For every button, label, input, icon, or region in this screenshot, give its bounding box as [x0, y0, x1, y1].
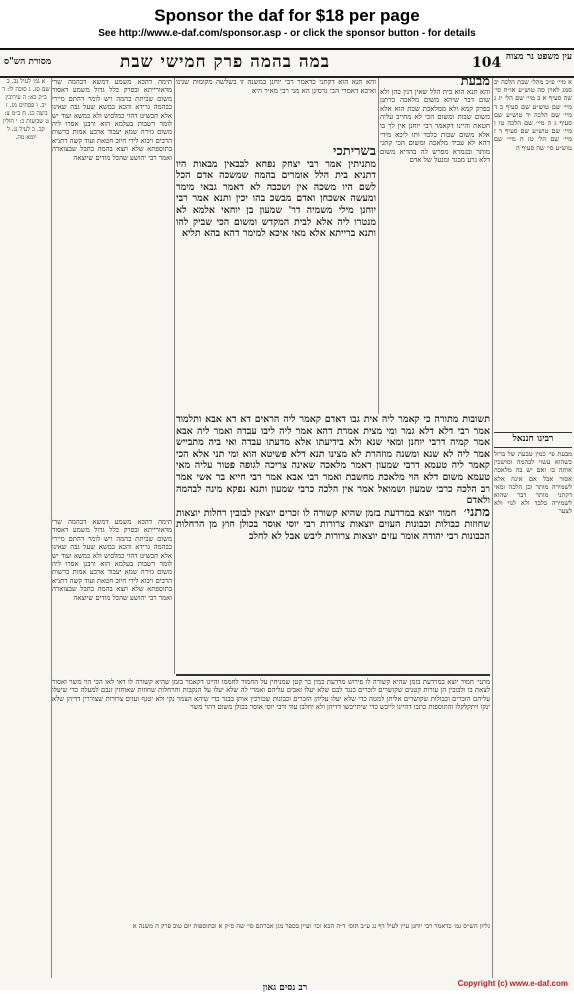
gemara-wide-block	[176, 414, 490, 674]
bottom-commentary	[52, 678, 490, 918]
ein-mishpat-text: א מיי׳ פ״כ מהל׳ שבת הלכה יב סמג לאוין סה טוש״ע או״ח סי׳ שה סעיף א ב מיי׳ שם הל׳ יג ג מיי׳ שם טוש״ע שם סעיף ב ד מיי׳ שם הלכה יד טוש״ע שם סעיף ג ה מיי׳ שם הלכה טו ו מיי׳ שם טוש״ע שם סעיף ד ז מיי׳ שם הל׳ טז ח מיי׳ שם טוש״ע סי׳ שה סעיף ה	[494, 78, 572, 152]
tosafot-column	[52, 78, 172, 518]
gemara-wide-text: תשובות מתורה כי קאמר ליה אית גבו דאדם קאמר ליה הראים דא דא אבא ותלמוד אמר רבי דלא דלא גמר ומי מצית אמרת דהא אמר ליה ליבו עבדה ואמר ליה אבא אמר קמיה דרבי יוחנן ומאי שנא ולא בידיעתו אלא מדעתו עבדה ואי ביה מתבייש אמר ליה לא שנא ומשנה מוזהרת לא מצינו תנא דלא פשיטא הוא ומי תני אלא הכי קאמר ליה טעמא דרבי שמעון דאמר מלאכה שאינה צריכה לגופה פטור עליה מאי טעמא משום דלא הוי מלאכת מחשבת ואמר רבי אבא אמר רבי חייא בר אשי אמר רב הלכה כרבי שמעון ושמואל אמר אין הלכה כרבי שמעון ותנא נפקא מינה לבהמה ולאדם	[176, 414, 490, 507]
sponsor-title: Sponsor the daf for $18 per page	[154, 6, 420, 25]
tosafot-column-continued	[52, 518, 172, 674]
page-header	[0, 50, 574, 78]
masoret-hashas-text: א גמ׳ לעיל נב. ב שם סג. ג סוכה לו: ד ב״ק כא: ה עירובין יב. ו פסחים מג. ז ביצה כג. ח ב״מ צ: ט שבועות כ: י חולין קב. כ לעיל נג. ל יומא מה.	[2, 78, 50, 141]
bottom-commentary-text: מתני׳ חמור יוצא במרדעת בזמן שהיא קשורה לו פירוש מרדעת כמין כר קטן שמניחין על החמור לחממו והיינו דקאמר בזמן שהיא קשורה לו דאי לאו הכי הוי משוי ואסור לצאת בו ולבובין הן עורות קטנים שקושרים לזכרים כנגד לבם שלא יעלו זאבים עליהם ואמרי לה שלא יעלו על הנקבות והרחלות שחוזות שאוחזין זנבם למעלה כדי שיעלו עליהם הזכרים וכבולות שקושרים אליתן למטה כדי שלא יעלו עליהן הזכרים וכבונות שכורכין אותן בבגד כדי שיהא הצמר נקי ולא יטנף ועזים צרורות שצוררין דדיהן שלא ינקו ויתקלקלו והתוספות כתבו דהיינו לייבש כדי שיתייבשו דדיהן ולא יחלבו עוד ורבי יוסי אוסר בכולן משום דהוי משוי	[52, 678, 490, 712]
masoret-hashas-column	[2, 78, 50, 978]
gemara-top-text: והא תנא הוא דקתני כדאמר רבי יוחנן במשנה זו בשלשה מקומות שנינו ואיכא דאמרי הכי גרסינן הא מני רבי מאיר היא	[176, 78, 376, 95]
gilyon-hashas-text: גליון הש״ס גמ׳ כדאמר רבי יוחנן עיין לעיל דף נג ע״ב תוס׳ ד״ה הכא וכו׳ ועיין בספר מגן אברהם סי׳ שה ס״ק א ובתוספות יום טוב פרק ה משנה א	[132, 922, 490, 930]
rashi-opening-word: מבעת	[460, 78, 490, 89]
masoret-label: מסורת הש"ס	[4, 57, 52, 67]
rashi-text: והא תנא הוא בית הלל שאין דנין כהן ולא שום דבר שיהא משום מלאכה כדתנן בפרק קמא ולא ממלאכת שבת הוא אלא משום שבות ומשום הכי לא מחייב עליה חטאת והיינו דקאמר רבי יוחנן אין לך בו אלא משום שבות בלבד ותו ליכא מידי דהא לא עביד מלאכה ומשום הכי קתני מותר ובגמרא מפרש לה בהדיא משום דלא גרע מבגד ומנעל של אדם	[380, 87, 490, 165]
rav-nissim-gaon-title: רב נסים גאון	[262, 983, 308, 993]
chapter-title: במה בהמה פרק חמישי שבת	[120, 52, 330, 72]
rashi-column	[380, 78, 490, 410]
ein-mishpat-label: עין משפט נר מצוה	[505, 52, 572, 62]
rabeinu-chananel-text: מבעת פי׳ כמין טבעת של ברזל כשהוא עשוי לבהמה ומושכין אותה בו ואם יש בה מלאכה אסור אבל אם אינה אלא לשמירה מותר וכן הלכה ומאי דקתני מותר דבר שהוא לשמירה בלבד ולא לנוי ולא לצער	[494, 450, 572, 516]
gemara-top-block	[176, 78, 376, 144]
rabeinu-chananel-heading: רבינו חננאל	[494, 432, 572, 448]
rabeinu-chananel-column	[494, 450, 572, 950]
section-divider	[176, 674, 490, 676]
gemara-opening-word: בשריתכי	[333, 146, 376, 159]
column-divider	[492, 78, 493, 978]
page-number: 104	[472, 55, 502, 71]
sponsor-link-text[interactable]: See http://www.e-daf.com/sponsor.asp - or click the sponsor button - for details	[98, 28, 476, 39]
column-divider	[174, 78, 175, 674]
tosafot-text: תימה דהכא משמע דמשא דבהמה שרי מדאורייתא ובפרק כלל גדול משמע דאסור משום שביתת בהמה ויש לומר דהתם מיירי בבהמה גרידא והכא במשא שעל גבה שאינו אלא תכשיט דהוי כמלבוש ולא כמשא ועוד יש לומר דשבות בעלמא הוא ורבנן אסרו ליה משום גזירה שמא יעבור ארבע אמות ברשות הרבים ויבוא לידי חיוב חטאת ועוד קשה דתניא בתוספתא שלא תצא בהמה בחבל שבצוארה ואמר רבי יהושע שהכל מודים שיוצאה	[52, 78, 172, 162]
gilyon-hashas	[52, 922, 490, 978]
copyright-notice[interactable]: Copyright (c) www.e-daf.com	[457, 979, 568, 988]
mishna-label: מתני׳	[463, 504, 490, 520]
tosafot-text-2: תימה דהכא משמע דמשא דבהמה שרי מדאורייתא ובפרק כלל גדול משמע דאסור משום שביתת בהמה ויש לומר דהתם מיירי בבהמה גרידא והכא במשא שעל גבה שאינו אלא תכשיט דהוי כמלבוש ולא כמשא ועוד יש לומר דשבות בעלמא הוא ורבנן אסרו ליה משום גזירה שמא יעבור ארבע אמות ברשות הרבים ויבוא לידי חיוב חטאת ועוד קשה דתניא בתוספתא שלא תצא בהמה בחבל שבצוארה ואמר רבי יהושע שהכל מודים שיוצאה	[52, 518, 172, 602]
sponsor-banner[interactable]	[0, 0, 574, 50]
talmud-page	[0, 50, 574, 993]
gemara-main-text: מתניתין אמר רבי יצחק נפחא לבבאין מבאות היו דתניא בית הלל אומרים בהמה שמשכה אדם הכל לשם היו משכה אין ושכבה לא דאמר גבאי מימר ומעשה אשכחן ואדם מבשכ בהו יכין ותנא אמר רבי יוחנן מילי משמיה דר' שמעון בן יוחאי אלמא לא מנטרו ליה אלא לבית המקדש ומשום הכי שביק להו ותנא ברייתא אלא מאי איכא למימר דהא בהא תליא	[176, 158, 376, 240]
column-divider	[378, 78, 379, 414]
mishna-text: חמור יוצא במרדעת בזמן שהיא קשורה לו זכרים יוצאין לבובין רחלות יוצאות שחוזות כבולות וכבונות העזים יוצאות צרורות רבי יוסי אוסר בכולן חוץ מן הרחלות הכבונות רבי יהודה אומר עזים יוצאות צרורות ליבש אבל לא לחלב	[176, 507, 490, 542]
gemara-main-column	[176, 146, 376, 414]
